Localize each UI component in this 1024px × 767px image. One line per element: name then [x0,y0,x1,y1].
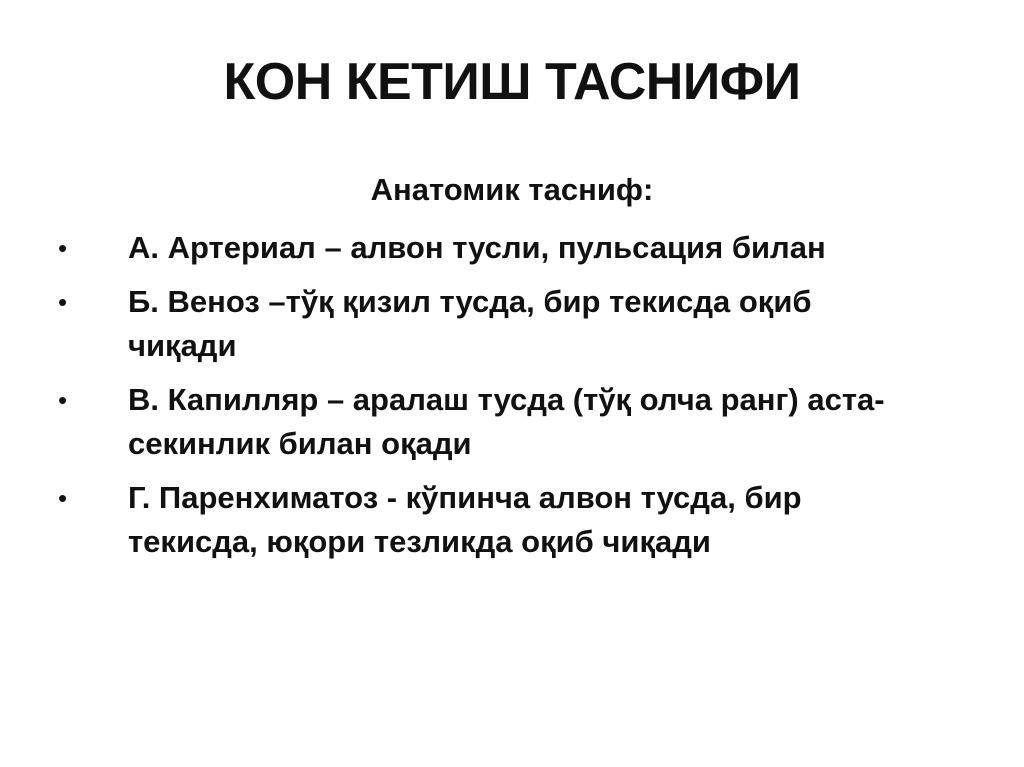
list-item-text: Г. Паренхиматоз - кўпинча алвон тусда, бир текисда, юқори тезликда оқиб чиқади [128,480,802,559]
list-item [0,226,918,270]
list-item [0,280,918,368]
bullet-list [0,226,1024,574]
bullet-icon: • [58,287,68,317]
bullet-icon: • [58,233,68,263]
list-item-text: А. Артериал – алвон тусли, пульсация билан [128,230,826,265]
list-item-text: В. Капилляр – аралаш тусда (тўқ олча ранг) аста-секинлик билан оқади [128,382,885,461]
slide-subtitle: Анатомик тасниф: [370,172,654,207]
bullet-icon: • [58,385,68,415]
list-item [0,476,918,564]
list-item [0,378,918,466]
bullet-icon: • [58,483,68,513]
list-item-text: Б. Веноз –тўқ қизил тусда, бир текисда оқиб чиқади [128,284,812,363]
slide-title: КОН КЕТИШ ТАСНИФИ [223,53,801,111]
